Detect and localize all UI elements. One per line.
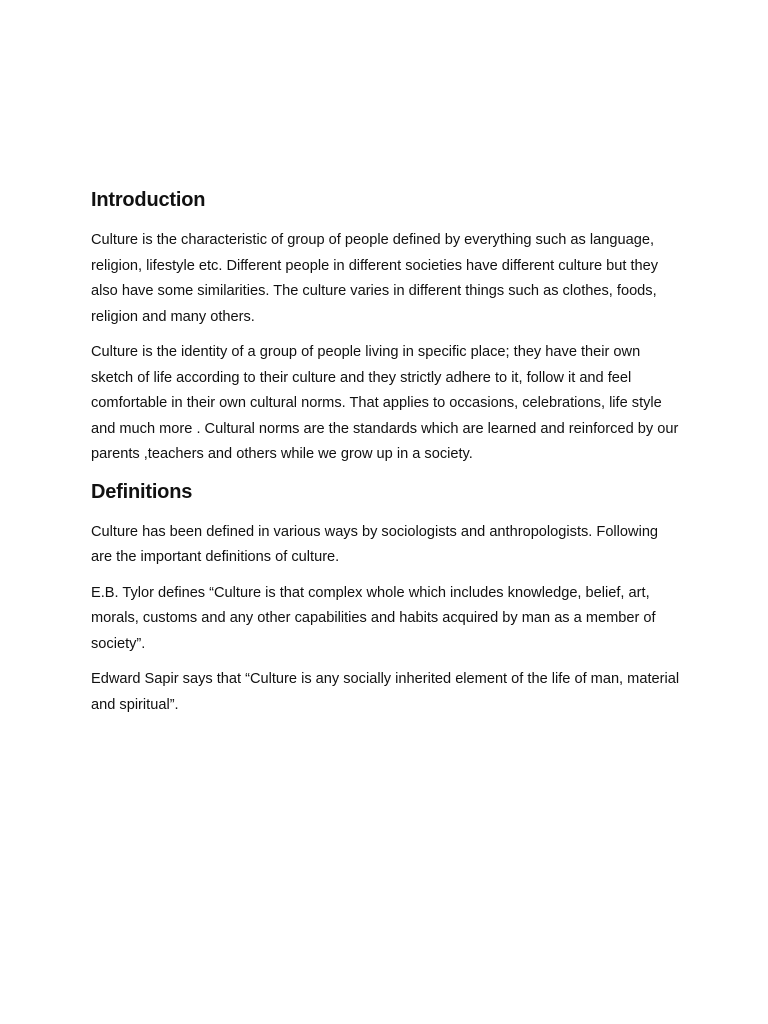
definitions-paragraph-1: Culture has been defined in various ways by sociologists and anthropologists. Following are the important definitions of culture. [91, 523, 659, 565]
definitions-paragraph-3: Edward Sapir says that “Culture is any socially inherited element of the life of man, material and spiritual”. [91, 671, 680, 713]
introduction-paragraph-1: Culture is the characteristic of group of people defined by everything such as language, religion, lifestyle etc. Different people in different societies have different culture but they also have some similarities. The culture varies in different things such as clothes, foods, religion and many others. [91, 232, 659, 325]
definitions-paragraph-2: E.B. Tylor defines “Culture is that complex whole which includes knowledge, belief, art, morals, customs and any other capabilities and habits acquired by man as a member of society”. [91, 584, 656, 652]
introduction-heading: Introduction [91, 189, 206, 211]
definitions-heading: Definitions [91, 480, 193, 503]
document-body [91, 186, 681, 728]
introduction-paragraph-2: Culture is the identity of a group of people living in specific place; they have their own sketch of life according to their culture and they strictly adhere to it, follow it and feel comfortable in their own cultural norms. That applies to occasions, celebrations, life style and much more . Cultural norms are the standards which are learned and reinforced by our parents ,teachers and others while we grow up in a society. [91, 344, 679, 462]
